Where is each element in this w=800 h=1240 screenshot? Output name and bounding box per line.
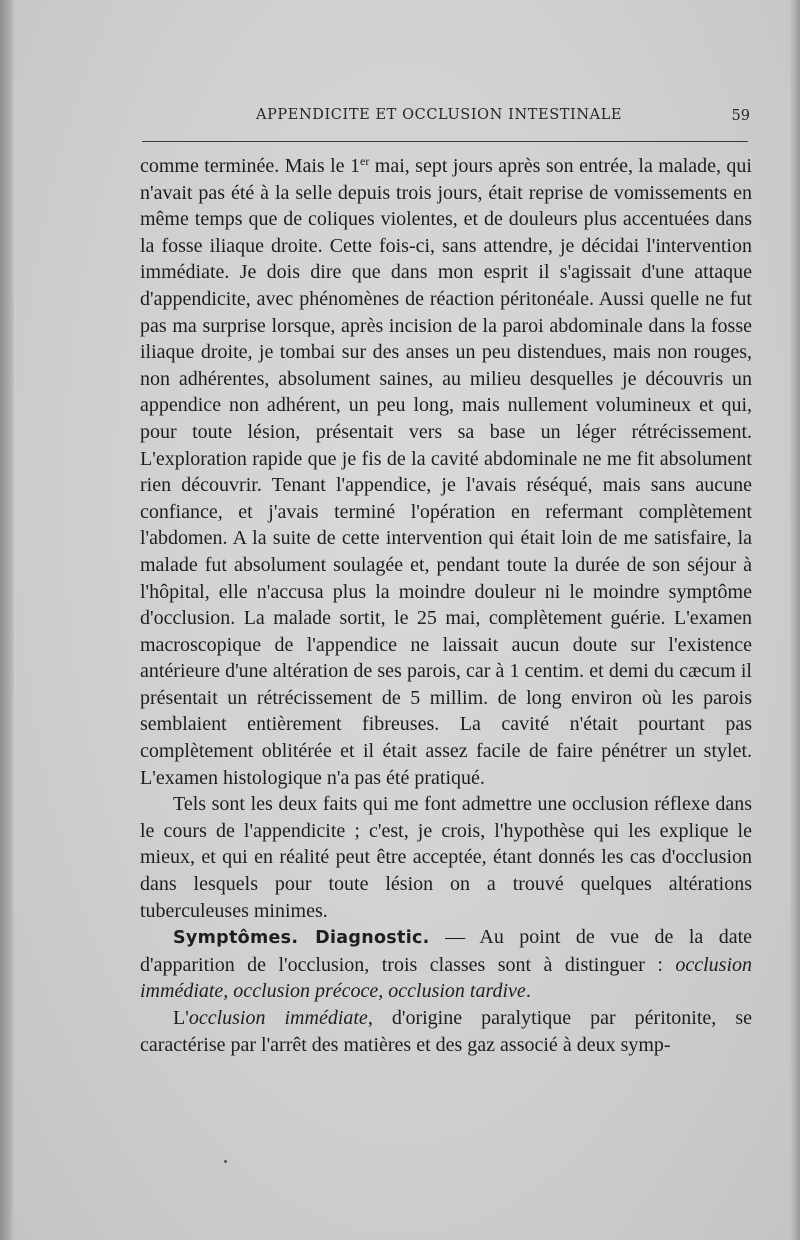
body-text	[140, 153, 752, 1058]
paragraph-immediate-occlusion	[140, 1005, 752, 1058]
scan-right-edge	[790, 0, 800, 1240]
running-title: APPENDICITE ET OCCLUSION INTESTINALE	[256, 107, 623, 123]
header-rule	[142, 141, 748, 142]
ordinal-superscript: er	[360, 154, 370, 168]
paragraph-case-report	[140, 153, 752, 791]
paragraph-symptoms-text: — Au point de vue de la date d'apparition de l'occlusion, trois classes sont à distinguer :	[140, 926, 753, 976]
paragraph-symptoms	[140, 924, 752, 1005]
ink-speck	[224, 1160, 227, 1163]
occlusion-classes: occlusion immédiate, occlusion précoce, occlusion tardive	[140, 953, 752, 1003]
paragraph-symptoms-end: .	[525, 980, 531, 1003]
paragraph-case-report-start: comme terminée. Mais le 1	[140, 155, 360, 177]
paragraph-conclusion: Tels sont les deux faits qui me font admettre une occlusion réflexe dans le cours de l'appendicite ; c'est, je crois, l'hypothèse qui les explique le mieux, et qui en réalité peut être acceptée, étant donnés les cas d'occlusion dans lesquels pour toute lésion on a trouvé quelques altérations tuberculeuses minimes.	[140, 793, 752, 922]
paragraph-immediate-start: L'	[173, 1007, 189, 1029]
paragraph-immediate-rest: , d'origine paralytique par péritonite, se caractérise par l'arrêt des matières et des gaz associé à deux symp-	[140, 1007, 752, 1056]
section-heading-symptoms: Symptômes. Diagnostic.	[173, 928, 430, 949]
term-immediate-occlusion: occlusion immédiate	[188, 1007, 368, 1029]
scan-left-edge	[0, 0, 14, 1240]
running-header	[124, 103, 752, 129]
page-number: 59	[731, 108, 750, 124]
paragraph-case-report-rest: mai, sept jours après son entrée, la malade, qui n'avait pas été à la selle depuis trois jours, était reprise de vomissements en même temps que de coliques violentes, et de douleurs plus accentuées dans la fosse iliaque droite. Cette fois-ci, sans attendre, je décidai l'intervention immédiate. Je dois dire que dans mon esprit il s'agissait d'une attaque d'appendicite, avec phénomènes de réaction péritonéale. Aussi quelle ne fut pas ma surprise lorsque, après incision de la paroi abdominale dans la fosse iliaque droite, je tombai sur des anses un peu distendues, mais non rouges, non adhérentes, absolument saines, au milieu desquelles je découvris un appendice non adhérent, un peu long, mais nullement volumineux et qui, pour toute lésion, présentait vers sa base un léger rétrécissement. L'exploration rapide que je fis de la cavité abdominale ne me fit absolument rien découvrir. Tenant l'appendice, je l'avais réséqué, mais sans aucune confiance, et j'avais terminé l'opération en refermant complètement l'abdomen. A la suite de cette intervention qui était loin de me satisfaire, la malade fut absolument soulagée et, pendant toute la durée de son séjour à l'hôpital, elle n'accusa plus la moindre douleur ni le moindre symptôme d'occlusion. La malade sortit, le 25 mai, complètement guérie. L'examen macroscopique de l'appendice ne laissait aucun doute sur l'existence antérieure d'une altération de ses parois, car à 1 centim. et demi du cæcum il présentait un rétrécissement de 5 millim. de long environ où les parois semblaient entièrement fibreuses. La cavité n'était pourtant pas complètement oblitérée et il était assez facile de faire pénétrer un stylet. L'examen histologique n'a pas été pratiqué.	[140, 155, 752, 789]
